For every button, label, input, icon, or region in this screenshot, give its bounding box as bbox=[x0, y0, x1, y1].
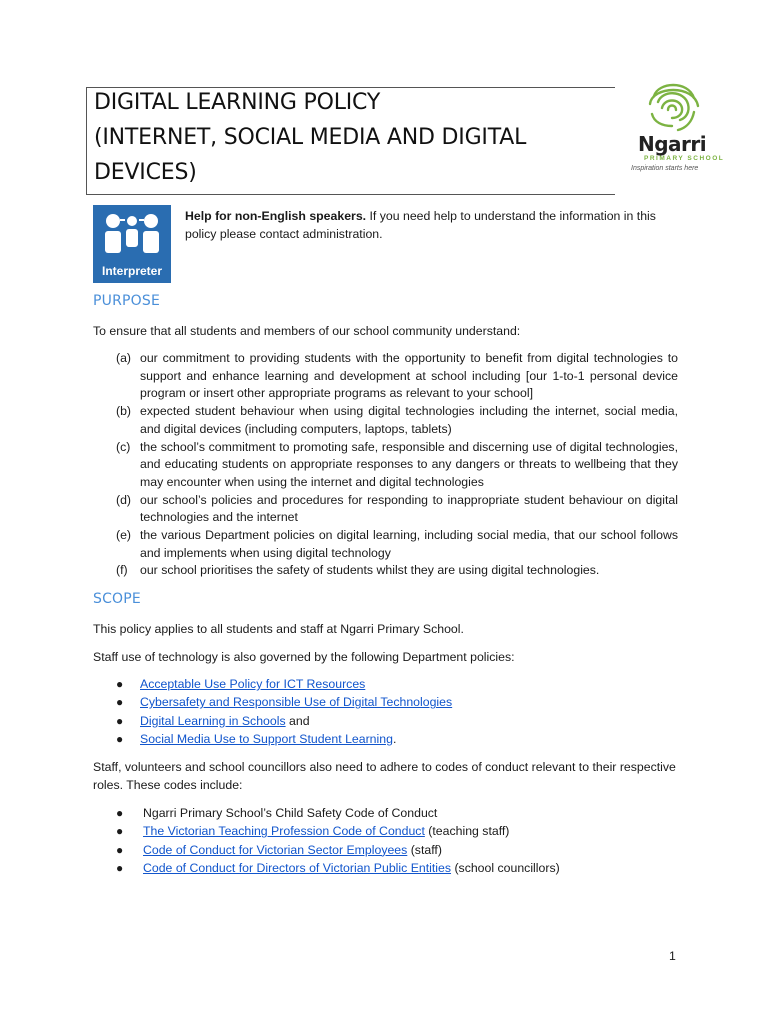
list-marker: (b) bbox=[116, 404, 132, 419]
link-suffix: (staff) bbox=[407, 842, 442, 857]
bullet-icon: ● bbox=[116, 713, 124, 728]
list-item bbox=[116, 841, 676, 859]
list-item bbox=[116, 804, 676, 822]
list-item bbox=[116, 822, 676, 840]
link-suffix: (teaching staff) bbox=[424, 824, 510, 839]
scope-heading: SCOPE bbox=[93, 591, 141, 607]
list-item bbox=[116, 403, 678, 438]
title-line-3: DEVICES) bbox=[94, 160, 197, 185]
code-link[interactable]: Code of Conduct for Victorian Sector Employees bbox=[143, 842, 408, 857]
list-marker: (c) bbox=[116, 439, 131, 454]
list-item bbox=[116, 730, 676, 748]
policy-link[interactable]: Acceptable Use Policy for ICT Resources bbox=[140, 677, 366, 691]
bullet-icon: ● bbox=[116, 731, 124, 746]
title-line-1: DIGITAL LEARNING POLICY bbox=[94, 90, 381, 115]
list-marker: (e) bbox=[116, 528, 132, 543]
bullet-icon: ● bbox=[116, 677, 124, 691]
codes-of-conduct-list bbox=[116, 804, 676, 877]
bullet-icon: ● bbox=[116, 842, 124, 857]
list-item-text: expected student behaviour when using digital technologies including the internet, social media, and digital devices (including computers, laptops, tablets) bbox=[140, 404, 678, 436]
help-note-bold: Help for non-English speakers. bbox=[185, 209, 367, 223]
department-policies-list bbox=[116, 675, 676, 748]
list-item bbox=[116, 693, 676, 711]
code-link[interactable]: Code of Conduct for Directors of Victorian Public Entities bbox=[143, 860, 452, 875]
purpose-intro: To ensure that all students and members of our school community understand: bbox=[93, 324, 521, 338]
scope-paragraph-2: Staff use of technology is also governed by the following Department policies: bbox=[93, 650, 515, 664]
title-line-2: (INTERNET, SOCIAL MEDIA AND DIGITAL bbox=[94, 125, 527, 150]
list-item bbox=[116, 492, 678, 527]
list-item bbox=[116, 675, 676, 693]
code-text: Ngarri Primary School’s Child Safety Code of Conduct bbox=[143, 806, 438, 820]
list-marker: (d) bbox=[116, 492, 132, 507]
list-marker: (f) bbox=[116, 563, 128, 578]
list-item bbox=[116, 859, 676, 877]
interpreter-label: Interpreter bbox=[101, 264, 163, 278]
policy-link[interactable]: Digital Learning in Schools bbox=[140, 713, 286, 728]
bullet-icon: ● bbox=[116, 695, 124, 710]
link-suffix: and bbox=[285, 713, 310, 728]
page-number: 1 bbox=[669, 949, 676, 963]
bullet-icon: ● bbox=[116, 806, 124, 820]
list-item-text: our school prioritises the safety of students whilst they are using digital technologies. bbox=[140, 563, 600, 578]
bullet-icon: ● bbox=[116, 824, 124, 839]
bullet-icon: ● bbox=[116, 860, 124, 875]
document-title bbox=[86, 87, 615, 195]
list-item bbox=[116, 562, 678, 580]
list-item bbox=[116, 712, 676, 730]
purpose-heading: PURPOSE bbox=[93, 293, 161, 309]
list-item bbox=[116, 350, 678, 403]
list-item-text: our commitment to providing students with the opportunity to benefit from digital technologies to support and enhance learning and development at school including [our 1-to-1 personal device program or insert other appropriate programs as relevant to your school] bbox=[140, 351, 678, 401]
code-link[interactable]: The Victorian Teaching Profession Code of Conduct bbox=[143, 824, 425, 839]
link-suffix: . bbox=[392, 731, 397, 746]
list-item bbox=[116, 439, 678, 492]
purpose-list bbox=[116, 350, 678, 580]
school-logo-subtitle: PRIMARY SCHOOL bbox=[644, 155, 725, 162]
list-item-text: the various Department policies on digital learning, including social media, that our school follows and implements when using digital technology bbox=[140, 528, 678, 560]
link-suffix: (school councillors) bbox=[451, 860, 560, 875]
help-note-text: If you need help to understand the information in this policy please contact administration. bbox=[185, 209, 656, 241]
school-logo-name: Ngarri bbox=[638, 132, 707, 156]
list-marker: (a) bbox=[116, 351, 132, 365]
list-item bbox=[116, 527, 678, 562]
list-item-text: the school’s commitment to promoting safe, responsible and discerning use of digital technologies, and educating students on appropriate responses to any dangers or threats to wellbeing that they may encounter when using the internet and digital technologies bbox=[140, 439, 678, 489]
list-item-text: our school’s policies and procedures for responding to inappropriate student behaviour on digital technologies and the internet bbox=[140, 492, 678, 525]
help-note bbox=[185, 207, 665, 243]
policy-link[interactable]: Cybersafety and Responsible Use of Digital Technologies bbox=[140, 695, 453, 710]
scope-paragraph-3: Staff, volunteers and school councillors also need to adhere to codes of conduct relevant to their respective roles. These codes include: bbox=[93, 760, 676, 792]
policy-link[interactable]: Social Media Use to Support Student Learning bbox=[140, 731, 393, 746]
interpreter-icon bbox=[93, 205, 171, 283]
scope-paragraph-1: This policy applies to all students and staff at Ngarri Primary School. bbox=[93, 622, 464, 636]
interpreter-people-icon bbox=[93, 205, 171, 261]
school-logo-tagline: Inspiration starts here bbox=[631, 165, 699, 172]
